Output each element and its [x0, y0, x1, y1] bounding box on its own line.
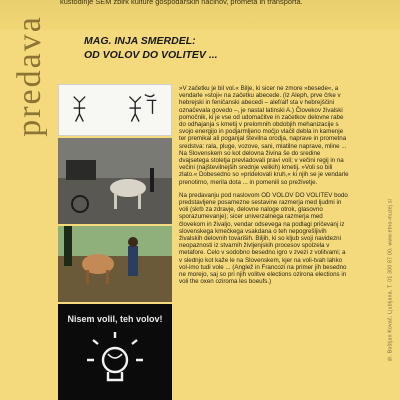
election-poster-image: [58, 304, 172, 400]
poster-slogan: Nisem volil, teh volov!: [67, 314, 163, 324]
oxen-cart-photo: [58, 138, 172, 224]
vertical-title-text: predava: [11, 14, 49, 137]
article-paragraph: »V začetku je bil vol.« Bilje, ki sicer ne zmore »besede«, a vendarle »stoji« na začetku abecede. (Iz Aleph, prve črke v hebrejski in feničanski abecedi – alef/alf sta v hebrejščini označevala govedo –, je nastal latinski A.) Človekov živalski pomočnik, ki je vse od udomačitve in začetkov delovne rabe do odhajanja s kmetij v prelomnih obdobjih mehanizacije s svojo energijo in podjarmljeno močjo vlačil debla in kamenje ter premikal ali poganjal številna orodja, naprave in prometna sredstva: rala, pluge, vozove, sani, mlatilne naprave, mline ... Na Slovenskem so kot delovna živina še do sredine dvajsetega stoletja prevladovali pravi voli; v večini regij in na večini (najštevilnejših srednje velikih) kmetij. »Voli so bili zlato.« Dobesedno so »pridelovali kruh,« ki njih se je vendarle prenotirno, merila dota ... in pomenili so preživetje.: [179, 85, 349, 186]
article-body: [179, 85, 349, 291]
ox-in-field-photo: [58, 226, 172, 302]
article-paragraph: Na predavanju pod naslovom OD VOLOV DO VOLITEV bodo predstavljene posamezne sestavine razmerja med ljudmi in voli (skrb za zdravje, delovne naloge otrok, glasovno sporazumevanje); sicer univerzalnega razmerja med človekom in živaljo, vendar odsevega na podlagi pričevanj iz slovenskega kmečkega vsakdana o teh nepogrešljivih živalskih delovnih tovariših. Biljih, ki so kljub svoji navidezni neopaznosti iz stvarnih življenjskih procesov spolzela v metafore. Celo v sodobno besedno igro v zvezi z volitvami; a v slednjo kot kaže le na Slovenskem, kjer na voli-tvah lahko vol-imo tudi vole ... (Anglež in Francozi na primer jih besedno ne morejo, saj so pri njih volitve elections ozirona elections in voli the oxen oziroma les boeufs.): [179, 191, 348, 286]
author-name: MAG. INJA SMERDEL:: [84, 35, 196, 47]
intro-text: kustodinje SEM zbirk kulture gospodarskih načinov, prometa in transporta.: [60, 0, 303, 6]
vertical-title: [10, 8, 50, 143]
oxen-sketch-image: [58, 84, 172, 136]
side-caption-text: dr. Boštjan Kovač, Ljubljana, T. 01 300 87 00, www.etno-muzej.si: [387, 198, 393, 362]
image-column: [58, 84, 172, 400]
lecture-title: OD VOLOV DO VOLITEV ...: [84, 49, 218, 61]
side-caption: [383, 160, 397, 400]
